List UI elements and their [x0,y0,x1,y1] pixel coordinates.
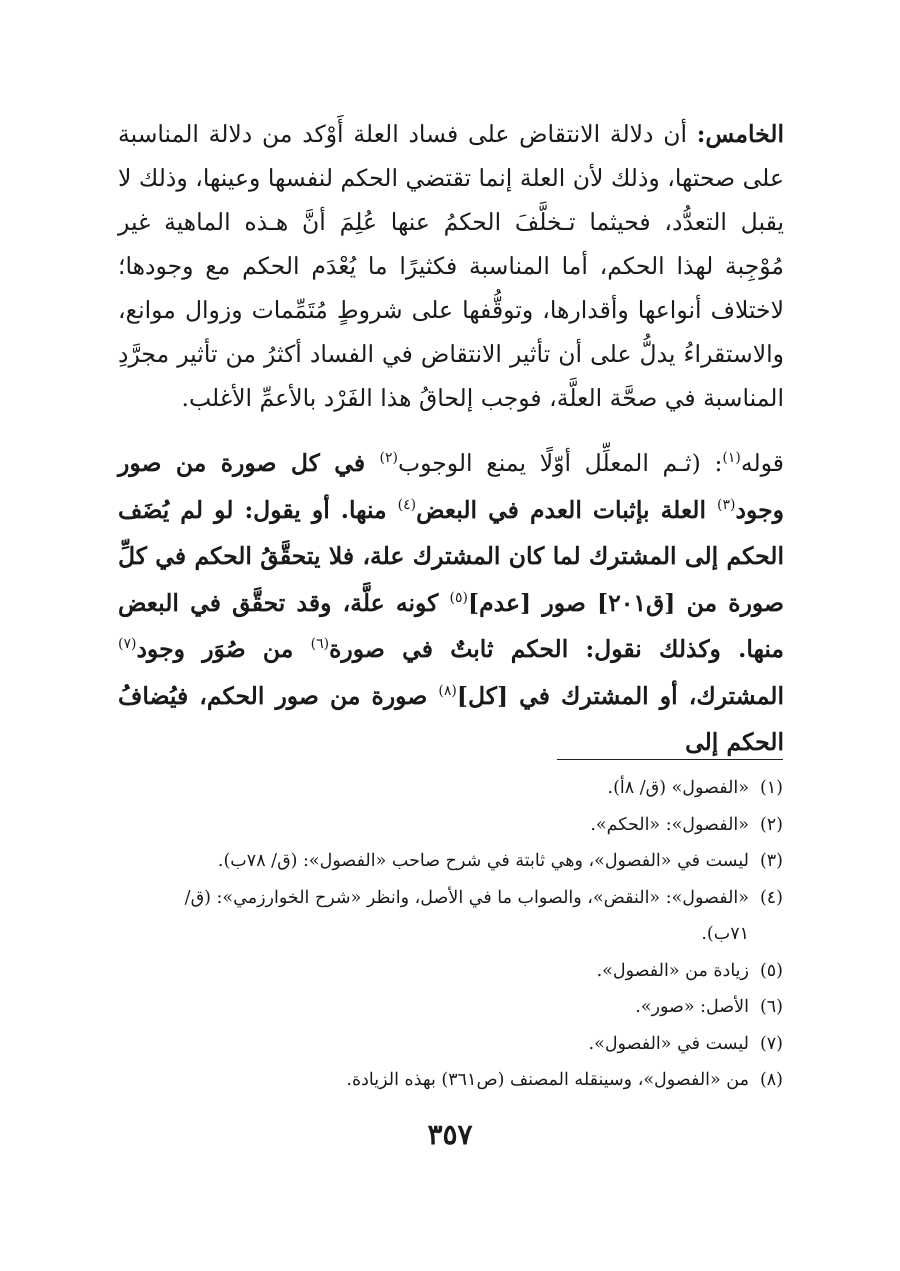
footnote-text: الأصل: «صور». [635,997,749,1017]
footnote-number: (٨) [759,1070,783,1090]
paragraph-lead-word: الخامس: [696,120,784,148]
quote-intro: قوله [740,449,784,477]
footnote-item [140,843,783,880]
footnote-number: (٦) [759,997,783,1017]
footnote-ref-2[interactable]: (٢) [379,450,398,467]
footnote-text: زيادة من «الفصول». [596,960,749,981]
footnote-number: (٤) [759,887,783,908]
footnote-number: (٢) [759,814,783,835]
quote-segment-6: من صُوَر وجود [136,635,294,663]
footnote-item [140,1026,783,1063]
footnote-number: (٣) [759,851,783,871]
footnote-item [140,880,783,953]
footnote-ref-6[interactable]: (٦) [310,636,330,653]
paragraph-fifth [118,112,784,420]
footnote-item [140,770,783,807]
footnotes-list [140,770,783,1099]
footnote-ref-7[interactable]: (٧) [118,636,137,653]
paragraph-quote [118,440,784,766]
footnote-separator [557,759,783,760]
quote-segment-8: صورة من صور الحكم، فيُضافُ الحكم إلى [118,681,784,756]
quote-segment-7: المشترك، أو المشترك في [كل] [456,681,784,710]
footnote-number: (١) [759,778,783,798]
quote-segment-4: منها. أو يقول: لو لم يُضَف الحكم إلى المشترك لما كان المشترك علة، فلا يتحقَّقُ الحكم في كلِّ صورة من [ق٢٠١] صور [عدم] [118,495,785,617]
footnote-item [140,989,783,1026]
footnote-ref-5[interactable]: (٥) [449,589,469,606]
footnote-ref-8[interactable]: (٨) [438,682,457,699]
footnote-ref-1[interactable]: (١) [722,450,741,467]
footnote-item [140,1062,783,1099]
footnote-text: ليست في «الفصول». [588,1033,749,1054]
footnote-text: «الفصول»: «الحكم». [590,814,749,835]
footnote-ref-4[interactable]: (٤) [397,496,417,513]
footnote-text: «الفصول»: «النقض»، والصواب ما في الأصل، وانظر «شرح الخوارزمي»: (ق/ ٧١ب). [184,887,749,944]
footnote-text: من «الفصول»، وسينقله المصنف (ص٣٦١) بهذه الزيادة. [346,1070,749,1090]
paragraph-body-text: أن دلالة الانتقاض على فساد العلة أَوْكد من دلالة المناسبة على صحتها، وذلك لأن العلة إنما تقتضي الحكم لنفسها وعينها، وذلك لا يقبل التعدُّد، فحيثما تـخلَّفَ الحكمُ عنها عُلِمَ أنَّ هـذه الماهية غير مُوْجِبة لهذا الحكم، أما المناسبة فكثيرًا ما يُعْدَم الحكم مع وجودها؛ لاختلاف أنواعها وأقدارها، وتوقُّفها على شروطٍ مُتَمِّمات وزوال موانع، والاستقراءُ يدلُّ على أن تأثير الانتقاض في الفساد أكثرُ من تأثير مجرَّدِ المناسبة في صحَّة العلَّة، فوجب إلحاقُ هذا الفَرْد بالأعمِّ الأغلب. [118,120,784,412]
footnote-number: (٥) [759,960,783,981]
quote-segment-1: : (ثـم المعلِّل أوّلًا يمنع الوجوب [397,449,723,477]
footnote-item [140,953,783,990]
quote-segment-3: العلة بإثبات العدم في البعض [416,495,706,524]
page-number: ٣٥٧ [427,1118,473,1151]
quote-segment-5: كونه علَّة، وقد تحقَّق في البعض منها. وكذلك نقول: الحكم ثابتٌ في صورة [118,588,785,663]
quote-segment-2: في كل صورة من صور وجود [118,449,784,524]
footnote-text: «الفصول» (ق/ ٨أ). [607,778,749,798]
footnote-item [140,807,783,844]
footnote-ref-3[interactable]: (٣) [717,496,736,513]
footnote-number: (٧) [759,1033,783,1054]
footnote-text: ليست في «الفصول»، وهي ثابتة في شرح صاحب «الفصول»: (ق/ ٧٨ب). [217,851,749,871]
